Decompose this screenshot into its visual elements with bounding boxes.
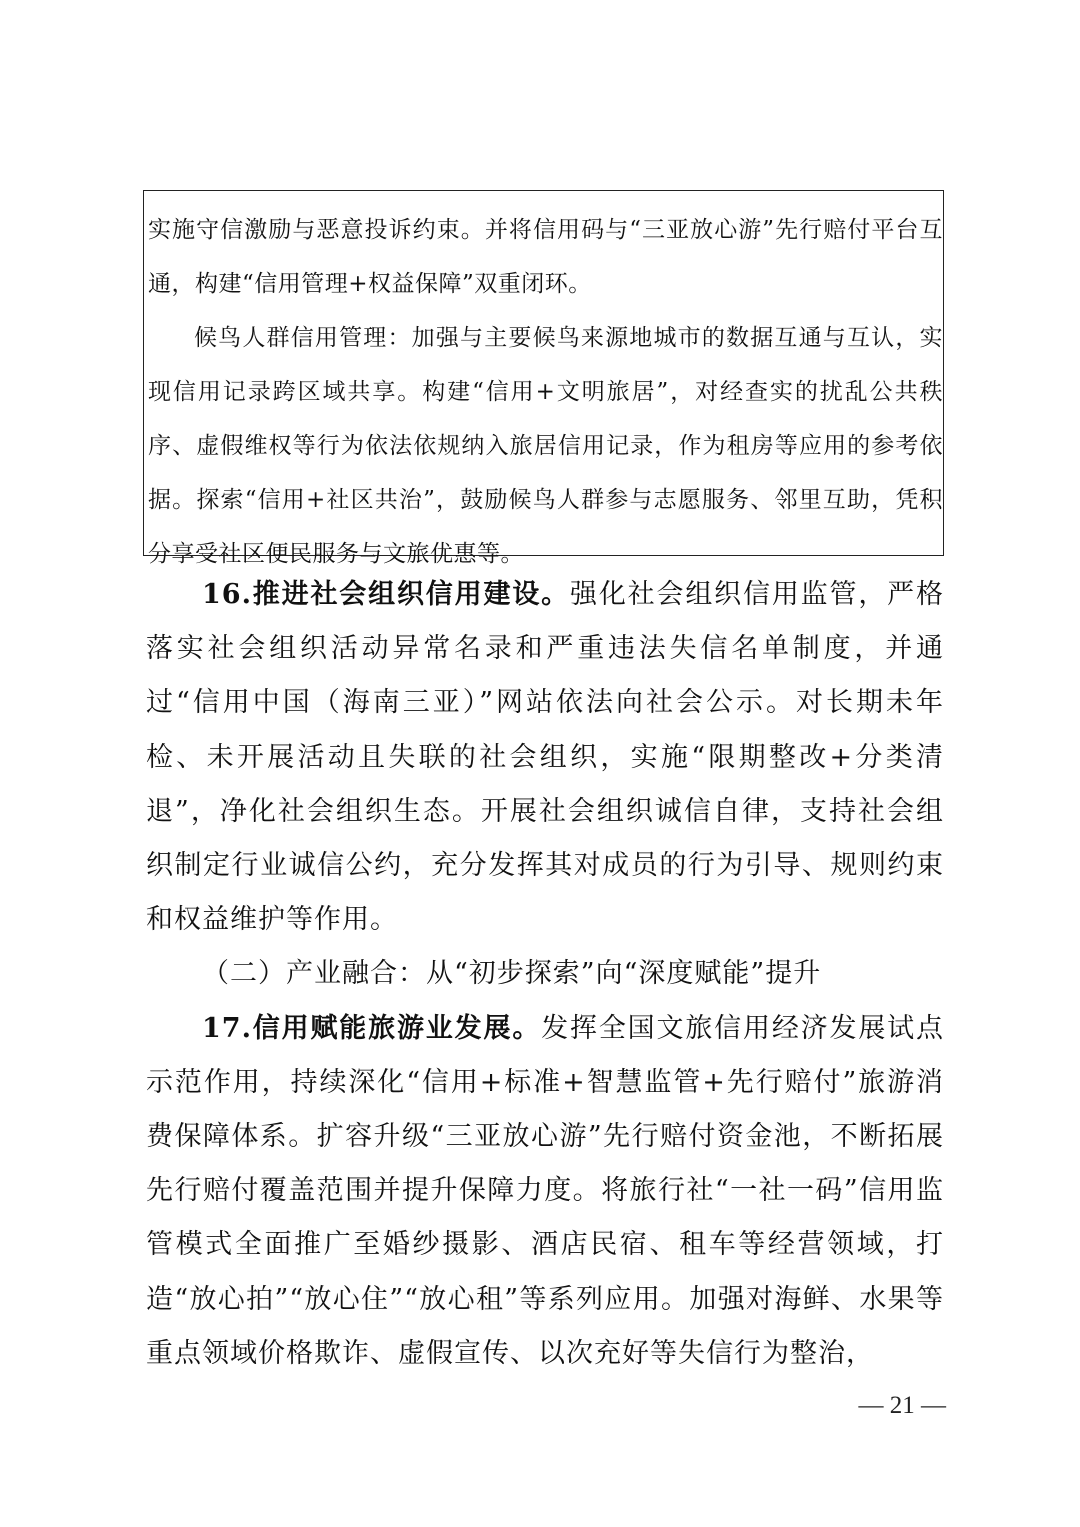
- item-16-heading: 16.推进社会组织信用建设。: [202, 579, 570, 610]
- boxed-case-section: [143, 190, 944, 567]
- main-body: [146, 568, 944, 1381]
- section-heading: （二）产业融合：从“初步探索”向“深度赋能”提升: [202, 958, 822, 990]
- page-number: — 21 —: [858, 1392, 946, 1419]
- item-16-paragraph: [146, 568, 944, 947]
- box-paragraph-credit-code: 实施守信激励与恶意投诉约束。并将信用码与“三亚放心游”先行赔付平台互通，构建“信用管理+权益保障”双重闭环。: [148, 217, 943, 297]
- box-paragraph-migratory-credit: 候鸟人群信用管理：加强与主要候鸟来源地城市的数据互通与互认，实现信用记录跨区域共享。构建“信用+文明旅居”，对经查实的扰乱公共秩序、虚假维权等行为依法依规纳入旅居信用记录，作为租房等应用的参考依据。探索“信用+社区共治”，鼓励候鸟人群参与志愿服务、邻里互助，凭积分享受社区便民服务与文旅优惠等。: [148, 325, 943, 567]
- item-17-paragraph: [146, 1002, 944, 1381]
- item-16-text: 强化社会组织信用监管，严格落实社会组织活动异常名录和严重违法失信名单制度，并通过“信用中国（海南三亚）”网站依法向社会公示。对长期未年检、未开展活动且失联的社会组织，实施“限期整改+分类清退”，净化社会组织生态。开展社会组织诚信自律，支持社会组织制定行业诚信公约，充分发挥其对成员的行为引导、规则约束和权益维护等作用。: [146, 579, 944, 936]
- item-17-text: 发挥全国文旅信用经济发展试点示范作用，持续深化“信用+标准+智慧监管+先行赔付”旅游消费保障体系。扩容升级“三亚放心游”先行赔付资金池，不断拓展先行赔付覆盖范围并提升保障力度。将旅行社“一社一码”信用监管模式全面推广至婚纱摄影、酒店民宿、租车等经营领域，打造“放心拍”“放心住”“放心租”等系列应用。加强对海鲜、水果等重点领域价格欺诈、虚假宣传、以次充好等失信行为整治，: [146, 1012, 944, 1369]
- item-17-heading: 17.信用赋能旅游业发展。: [202, 1012, 542, 1044]
